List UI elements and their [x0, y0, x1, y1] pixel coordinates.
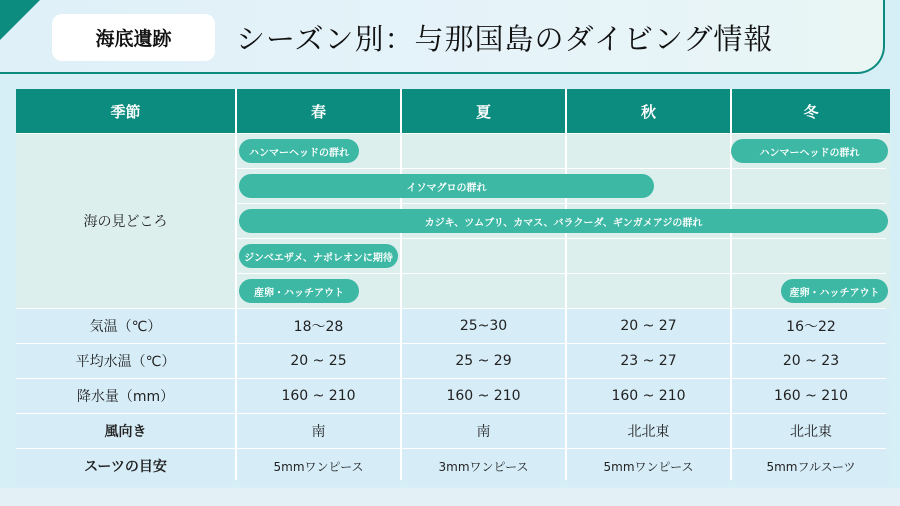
- table-cell: 20 ~ 25: [237, 344, 400, 378]
- grid-cell: [402, 274, 565, 308]
- table-cell: 160 ~ 210: [237, 379, 400, 413]
- table-cell: 20 ~ 27: [567, 309, 730, 343]
- table-cell: 5mmワンピース: [567, 449, 730, 483]
- table-cell: 5mmフルスーツ: [732, 449, 890, 483]
- pill-isomaguro: イソマグロの群れ: [239, 174, 654, 198]
- column-header-season: 季節: [16, 89, 235, 133]
- table-cell: 南: [237, 414, 400, 448]
- row-label-water-temp: 平均水温（℃）: [16, 344, 235, 378]
- row-label-air-temp: 気温（℃）: [16, 309, 235, 343]
- highlights-label: 海の見どころ: [16, 134, 235, 308]
- header-banner: [0, 0, 885, 74]
- table-cell: 北北東: [732, 414, 890, 448]
- row-label-rainfall: 降水量（mm）: [16, 379, 235, 413]
- grid-cell: [402, 239, 565, 273]
- footer-band: [0, 488, 900, 506]
- table-cell: 18〜28: [237, 309, 400, 343]
- table-cell: 16〜22: [732, 309, 890, 343]
- corner-accent: [0, 0, 40, 40]
- grid-cell: [402, 134, 565, 168]
- column-header-spring: 春: [237, 89, 400, 133]
- table-cell: 25 ~ 29: [402, 344, 565, 378]
- table-cell: 160 ~ 210: [732, 379, 890, 413]
- column-header-autumn: 秋: [567, 89, 730, 133]
- row-label-wetsuit: スーツの目安: [16, 449, 235, 483]
- table-cell: 3mmワンピース: [402, 449, 565, 483]
- table-cell: 南: [402, 414, 565, 448]
- table-cell: 5mmワンピース: [237, 449, 400, 483]
- table-cell: 20 ~ 23: [732, 344, 890, 378]
- pill-hammerhead-spring: ハンマーヘッドの群れ: [239, 139, 359, 163]
- grid-cell: [567, 239, 730, 273]
- grid-cell: [567, 134, 730, 168]
- pill-spawning-spring: 産卵・ハッチアウト: [239, 279, 359, 303]
- grid-cell: [732, 239, 890, 273]
- pill-mixed-schools: カジキ、ツムブリ、カマス、バラクーダ、ギンガメアジの群れ: [239, 209, 888, 233]
- pill-hammerhead-winter: ハンマーヘッドの群れ: [731, 139, 888, 163]
- season-table: [16, 89, 886, 480]
- table-cell: 23 ~ 27: [567, 344, 730, 378]
- column-header-winter: 冬: [732, 89, 890, 133]
- row-label-wind: 風向き: [16, 414, 235, 448]
- pill-spawning-winter: 産卵・ハッチアウト: [781, 279, 888, 303]
- table-cell: 北北東: [567, 414, 730, 448]
- grid-cell: [732, 169, 890, 203]
- table-cell: 160 ~ 210: [402, 379, 565, 413]
- grid-cell: [567, 274, 730, 308]
- column-header-summer: 夏: [402, 89, 565, 133]
- page-title: シーズン別：与那国島のダイビング情報: [236, 22, 774, 56]
- table-cell: 160 ~ 210: [567, 379, 730, 413]
- table-cell: 25~30: [402, 309, 565, 343]
- pill-dugong: ジンベエザメ、ナポレオンに期待: [239, 244, 398, 268]
- category-tag: 海底遺跡: [52, 14, 215, 61]
